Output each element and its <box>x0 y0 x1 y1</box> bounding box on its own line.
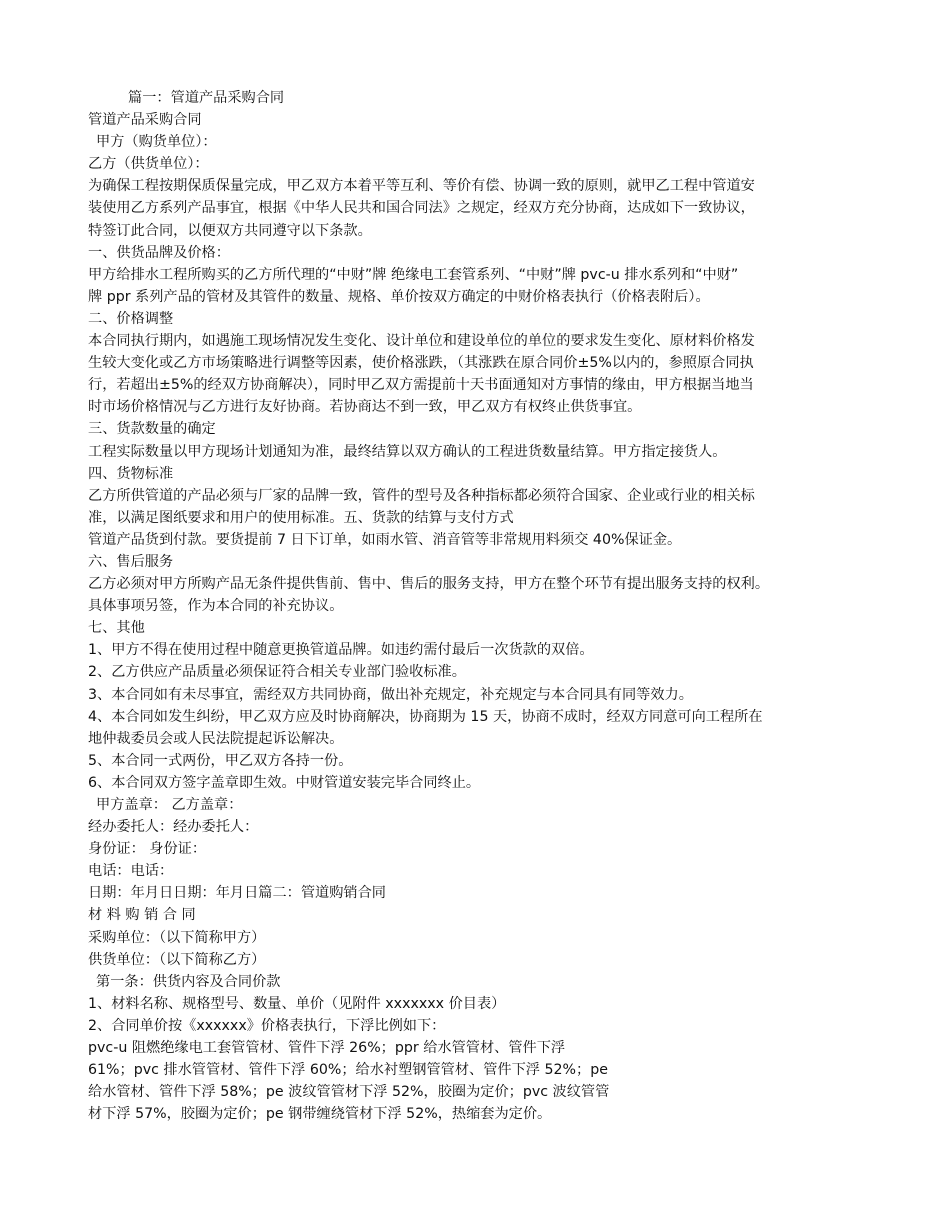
clause-item: 4、本合同如发生纠纷，甲乙双方应及时协商解决，协商期为 15 天，协商不成时，经双方同意可向工程所在 <box>88 708 763 725</box>
paragraph-line: 材下浮 57%，胶圈为定价；pe 钢带缠绕管材下浮 52%，热缩套为定价。 <box>88 1106 552 1123</box>
clause-item: 5、本合同一式两份，甲乙双方各持一份。 <box>88 752 353 769</box>
section-heading: 三、货款数量的确定 <box>88 421 216 438</box>
paragraph-line: 具体事项另签，作为本合同的补充协议。 <box>88 598 344 615</box>
paragraph-line: 装使用乙方系列产品事宜，根据《中华人民共和国合同法》之规定，经双方充分协商，达成如下一致协议， <box>88 200 755 217</box>
article-heading: 第一条：供货内容及合同价款 <box>96 973 281 990</box>
signature-phone-line: 电话：电话： <box>88 863 174 880</box>
paragraph-line: pvc-u 阻燃绝缘电工套管管材、管件下浮 26%；ppr 给水管管材、管件下浮 <box>88 1040 566 1057</box>
contract-document <box>88 87 868 1125</box>
paragraph-line: 牌 ppr 系列产品的管材及其管件的数量、规格、单价按双方确定的中财价格表执行（价格表附后）。 <box>88 288 710 305</box>
paragraph-line: 准，以满足图纸要求和用户的使用标准。五、货款的结算与支付方式 <box>88 509 514 526</box>
paragraph-line: 乙方所供管道的产品必须与厂家的品牌一致，管件的型号及各种指标都必须符合国家、企业或行业的相关标 <box>88 487 755 504</box>
party-b-line: 乙方（供货单位）： <box>88 156 209 173</box>
paragraph-line: 生较大变化或乙方市场策略进行调整等因素，使价格涨跌，（其涨跌在原合同价±5%以内的，参照原合同执 <box>88 355 754 372</box>
paragraph-line: 乙方必须对甲方所购产品无条件提供售前、售中、售后的服务支持，甲方在整个环节有提出服务支持的权利。 <box>88 576 770 593</box>
clause-item: 2、合同单价按《xxxxxx》价格表执行，下浮比例如下： <box>88 1017 446 1034</box>
section-heading: 七、其他 <box>88 620 145 637</box>
clause-item: 1、甲方不得在使用过程中随意更换管道品牌。如违约需付最后一次货款的双倍。 <box>88 642 594 659</box>
paragraph-line: 给水管材、管件下浮 58%；pe 波纹管管材下浮 52%，胶圈为定价；pvc 波纹管管 <box>88 1084 610 1101</box>
paragraph-line: 61%；pvc 排水管管材、管件下浮 60%；给水衬塑钢管管材、管件下浮 52%；pe <box>88 1062 608 1079</box>
signature-seal-line: 甲方盖章： 乙方盖章： <box>96 797 243 813</box>
contract-title-part-two: 材 料 购 销 合 同 <box>88 907 196 924</box>
section-heading: 二、价格调整 <box>88 310 174 327</box>
clause-item: 地仲裁委员会或人民法院提起诉讼解决。 <box>88 730 344 747</box>
paragraph-line: 时市场价格情况与乙方进行友好协商。若协商达不到一致，甲乙双方有权终止供货事宜。 <box>88 399 642 416</box>
buyer-line: 采购单位：（以下简称甲方） <box>88 929 266 946</box>
clause-item: 1、材料名称、规格型号、数量、单价（见附件 xxxxxxx 价目表） <box>88 995 506 1012</box>
clause-item: 3、本合同如有未尽事宜，需经双方共同协商，做出补充规定，补充规定与本合同具有同等效力。 <box>88 686 693 703</box>
party-a-line: 甲方（购货单位）： <box>96 134 217 151</box>
paragraph-line: 行，若超出±5%的经双方协商解决），同时甲乙双方需提前十天书面通知对方事情的缘由，甲方根据当地当 <box>88 377 754 394</box>
clause-item: 2、乙方供应产品质量必须保证符合相关专业部门验收标准。 <box>88 664 466 681</box>
signature-id-line: 身份证： 身份证： <box>88 841 207 858</box>
paragraph-line: 为确保工程按期保质保量完成，甲乙双方本着平等互利、等价有偿、协调一致的原则，就甲乙工程中管道安 <box>88 178 755 195</box>
supplier-line: 供货单位：（以下简称乙方） <box>88 951 266 968</box>
section-heading: 四、货物标准 <box>88 465 174 482</box>
section-title-part-one: 篇一：管道产品采购合同 <box>128 90 285 106</box>
signature-agent-line: 经办委托人：经办委托人： <box>88 819 259 836</box>
signature-date-line: 日期：年月日日期：年月日篇二：管道购销合同 <box>88 885 386 902</box>
paragraph-line: 特签订此合同，以便双方共同遵守以下条款。 <box>88 222 372 239</box>
paragraph-line: 本合同执行期内，如遇施工现场情况发生变化、设计单位和建设单位的单位的要求发生变化、原材料价格发 <box>88 333 755 350</box>
section-heading: 一、供货品牌及价格： <box>88 244 230 261</box>
paragraph-line: 甲方给排水工程所购买的乙方所代理的“中财”牌 绝缘电工套管系列、“中财”牌 pvc-u 排水系列和“中财” <box>88 266 739 283</box>
clause-item: 6、本合同双方签字盖章即生效。中财管道安装完毕合同终止。 <box>88 774 481 791</box>
section-heading: 六、售后服务 <box>88 553 174 570</box>
paragraph-line: 工程实际数量以甲方现场计划通知为准，最终结算以双方确认的工程进货数量结算。甲方指定接货人。 <box>88 443 727 460</box>
contract-title: 管道产品采购合同 <box>88 112 202 129</box>
paragraph-line: 管道产品货到付款。要货提前 7 日下订单，如雨水管、消音管等非常规用料须交 40%保证金。 <box>88 531 682 548</box>
